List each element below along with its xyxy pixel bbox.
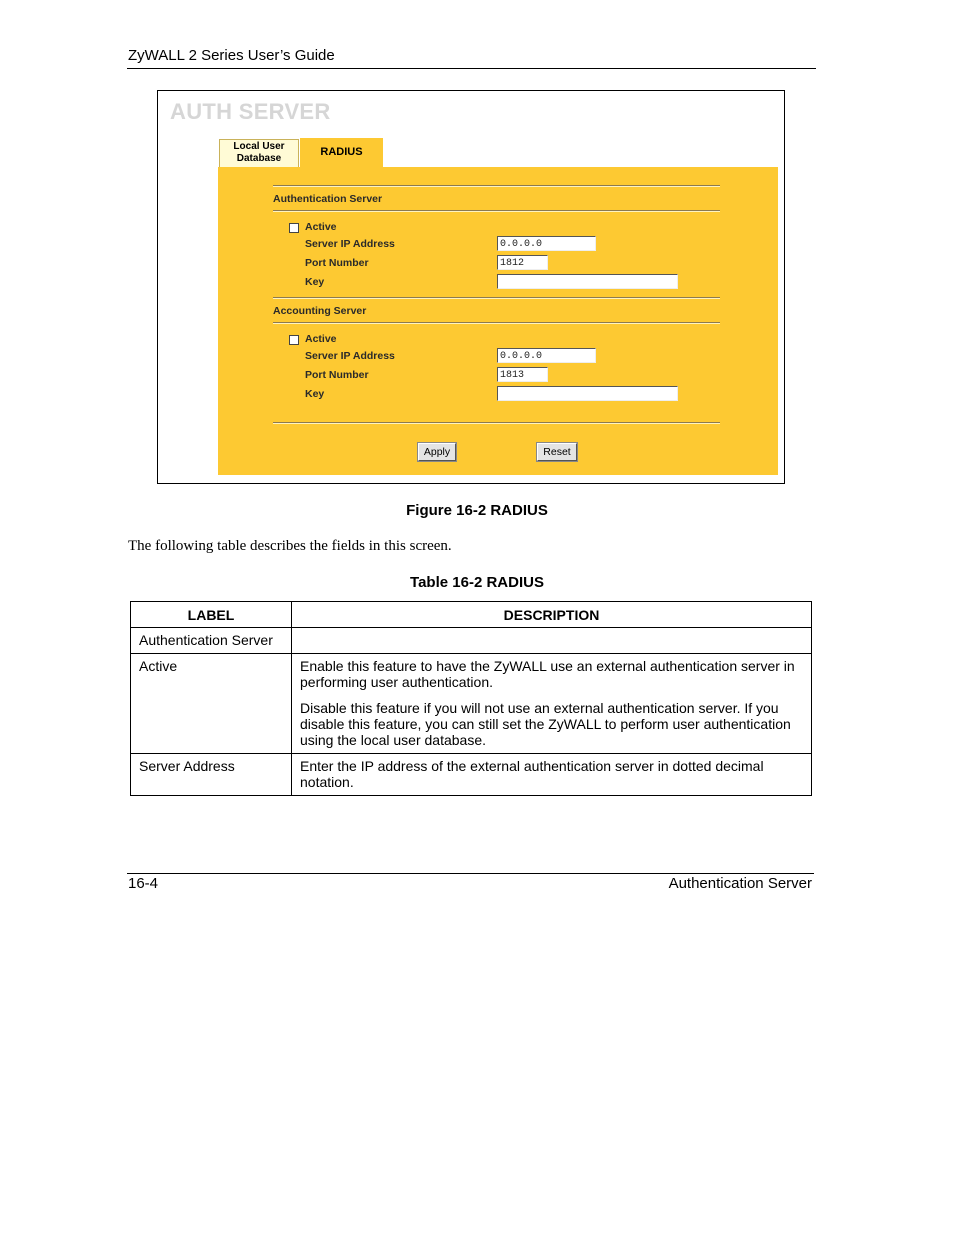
row-description xyxy=(292,628,812,654)
footer-rule xyxy=(127,873,814,874)
divider xyxy=(273,322,720,324)
auth-port-input[interactable]: 1812 xyxy=(497,255,548,270)
description-table xyxy=(130,601,812,796)
auth-active-label: Active xyxy=(305,221,337,233)
table-caption: Table 16-2 RADIUS xyxy=(410,574,544,591)
divider xyxy=(273,185,720,187)
reset-button[interactable]: Reset xyxy=(537,443,577,461)
auth-ip-input[interactable]: 0.0.0.0 xyxy=(497,236,596,251)
screen-title: AUTH SERVER xyxy=(170,99,331,124)
auth-key-label: Key xyxy=(305,276,325,288)
row-label: Active xyxy=(131,654,292,754)
running-header: ZyWALL 2 Series User’s Guide xyxy=(128,47,335,64)
intro-paragraph: The following table describes the fields in this screen. xyxy=(128,538,452,554)
acct-section-title: Accounting Server xyxy=(273,305,367,317)
table-header-row xyxy=(131,602,812,628)
divider xyxy=(273,210,720,212)
table-row xyxy=(131,628,812,654)
auth-ip-label: Server IP Address xyxy=(305,238,395,250)
description-paragraph: Disable this feature if you will not use an external authentication server. If you disable this feature, you can still set the ZyWALL to perform user authentication using the local user database. xyxy=(300,700,791,748)
table-row xyxy=(131,654,812,754)
acct-active-label: Active xyxy=(305,333,337,345)
screenshot-figure xyxy=(157,90,785,484)
auth-active-checkbox[interactable] xyxy=(289,223,299,233)
column-header-label: LABEL xyxy=(131,602,292,628)
row-description xyxy=(292,654,812,754)
header-rule xyxy=(127,68,816,69)
auth-key-input[interactable] xyxy=(497,274,678,289)
apply-button[interactable]: Apply xyxy=(418,443,456,461)
row-label: Server Address xyxy=(131,754,292,796)
acct-port-label: Port Number xyxy=(305,369,369,381)
acct-port-input[interactable]: 1813 xyxy=(497,367,548,382)
radius-panel xyxy=(218,167,778,475)
description-paragraph: Enter the IP address of the external authentication server in dotted decimal notation. xyxy=(300,758,764,790)
description-paragraph: Enable this feature to have the ZyWALL use an external authentication server in performing user authentication. xyxy=(300,658,795,690)
divider xyxy=(273,297,720,299)
footer-section-title: Authentication Server xyxy=(668,875,812,892)
acct-ip-label: Server IP Address xyxy=(305,350,395,362)
divider xyxy=(273,422,720,424)
tab-radius[interactable]: RADIUS xyxy=(300,138,383,167)
tab-local-user-database[interactable]: Local User Database xyxy=(219,139,299,167)
auth-section-title: Authentication Server xyxy=(273,193,383,205)
acct-ip-input[interactable]: 0.0.0.0 xyxy=(497,348,596,363)
acct-key-input[interactable] xyxy=(497,386,678,401)
row-description xyxy=(292,754,812,796)
column-header-description: DESCRIPTION xyxy=(292,602,812,628)
page-number: 16-4 xyxy=(128,875,159,892)
table-row xyxy=(131,754,812,796)
figure-caption: Figure 16-2 RADIUS xyxy=(406,502,548,519)
acct-active-checkbox[interactable] xyxy=(289,335,299,345)
auth-port-label: Port Number xyxy=(305,257,369,269)
acct-key-label: Key xyxy=(305,388,325,400)
row-label: Authentication Server xyxy=(131,628,292,654)
